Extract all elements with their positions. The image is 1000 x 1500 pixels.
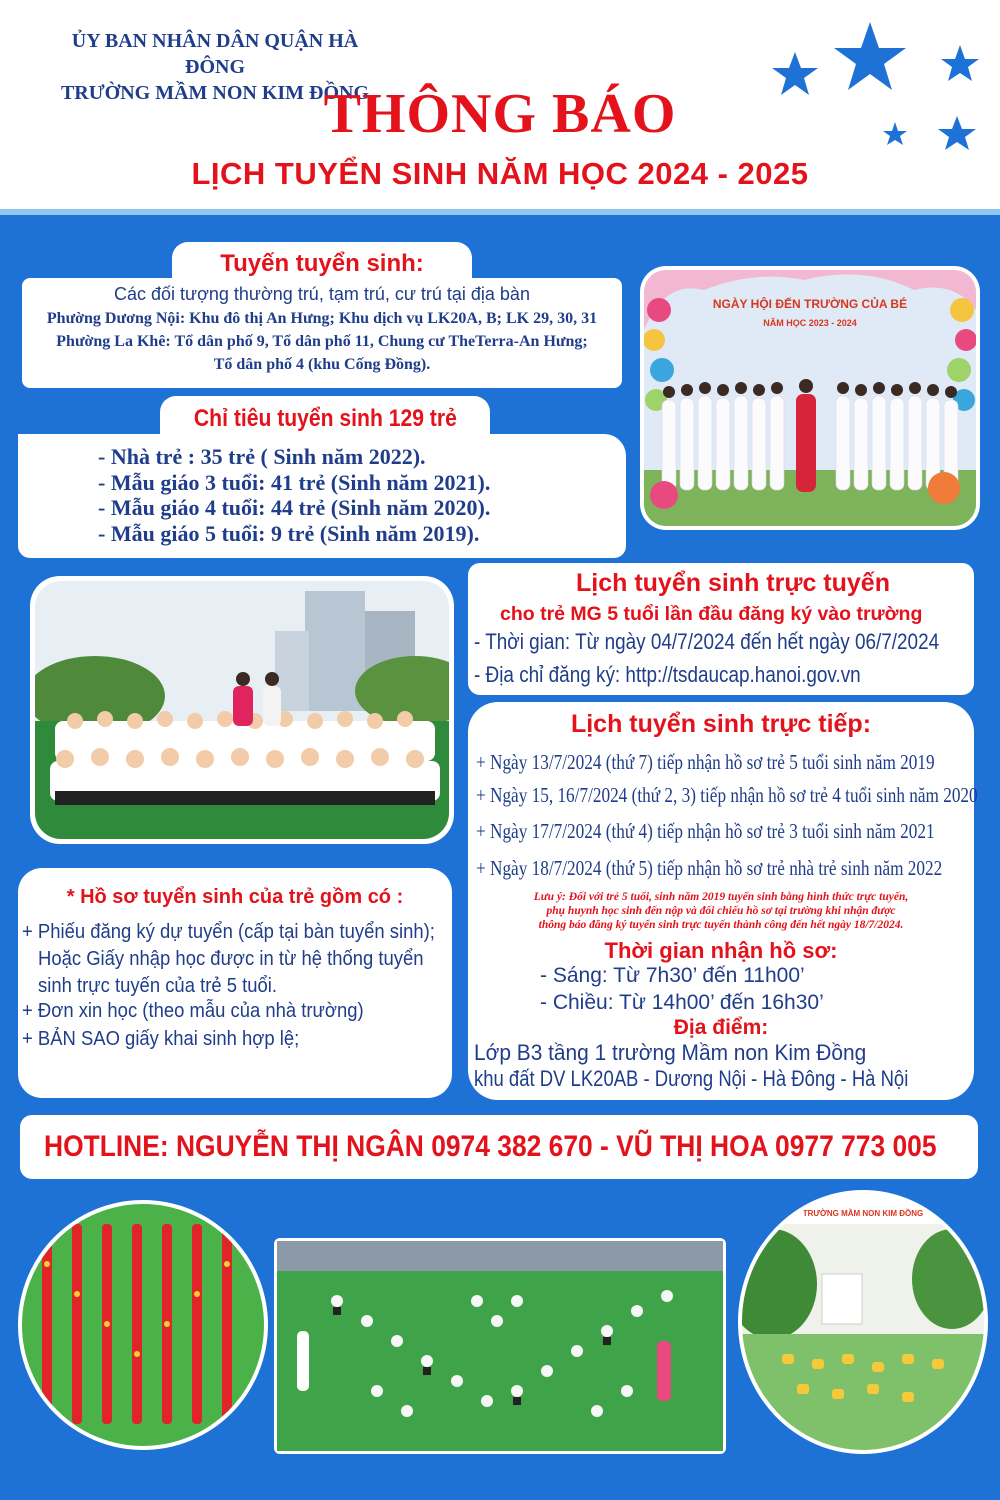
direct-item: + Ngày 17/7/2024 (thứ 4) tiếp nhận hồ sơ trẻ 3 tuổi sinh năm 2021 — [476, 819, 935, 843]
star-icon — [883, 122, 907, 145]
children-group-photo — [30, 576, 454, 844]
direct-item: + Ngày 18/7/2024 (thứ 5) tiếp nhận hồ sơ trẻ nhà trẻ sinh năm 2022 — [476, 856, 943, 880]
quota-item: - Nhà trẻ : 35 trẻ ( Sinh năm 2022). — [98, 444, 426, 469]
teachers-photo — [640, 266, 980, 530]
direct-registration-panel — [468, 702, 978, 1100]
page-subtitle: LỊCH TUYỂN SINH NĂM HỌC 2024 - 2025 — [191, 156, 809, 191]
header — [0, 0, 1000, 215]
documents-heading: * Hồ sơ tuyển sinh của trẻ gồm có : — [66, 886, 404, 908]
hotline-bar — [20, 1115, 978, 1179]
online-time: - Thời gian: Từ ngày 04/7/2024 đến hết ngày 06/7/2024 — [474, 629, 940, 654]
star-icon — [941, 45, 979, 81]
documents-line-1: + Phiếu đăng ký dự tuyển (cấp tại bàn tuyển sinh); — [22, 920, 435, 943]
direct-heading: Lịch tuyển sinh trực tiếp: — [570, 710, 872, 738]
hours-heading: Thời gian nhận hồ sơ: — [604, 938, 838, 963]
documents-line-3: sinh trực tuyến của trẻ 5 tuổi. — [38, 974, 278, 997]
online-subheading: cho trẻ MG 5 tuổi lần đầu đăng ký vào trường — [500, 603, 923, 625]
star-icon — [834, 22, 906, 90]
stars-decoration — [760, 10, 990, 160]
quota-item: - Mẫu giáo 5 tuổi: 9 trẻ (Sinh năm 2019). — [98, 520, 480, 546]
online-registration-panel — [468, 563, 974, 695]
direct-item: + Ngày 13/7/2024 (thứ 7) tiếp nhận hồ sơ trẻ 5 tuổi sinh năm 2019 — [476, 750, 935, 774]
quota-heading-tab — [160, 396, 490, 438]
area-line-1: Các đối tượng thường trú, tạm trú, cư trú tại địa bàn — [114, 284, 530, 304]
area-line-3: Phường La Khê: Tổ dân phố 9, Tổ dân phố 11, Chung cư TheTerra-An Hưng; — [56, 333, 588, 350]
documents-panel — [18, 868, 452, 1098]
direct-item: + Ngày 15, 16/7/2024 (thứ 2, 3) tiếp nhận hồ sơ trẻ 4 tuổi sinh năm 2020 — [476, 783, 978, 807]
page-title: THÔNG BÁO — [323, 83, 677, 145]
note-line-2: phụ huynh học sinh đến nộp và đối chiếu hồ sơ tại trường khi nhận được — [546, 905, 896, 917]
online-heading: Lịch tuyển sinh trực tuyến — [576, 569, 890, 597]
place-line-1: Lớp B3 tầng 1 trường Mầm non Kim Đồng — [474, 1040, 867, 1065]
area-heading-tab — [172, 242, 472, 282]
area-heading: Tuyến tuyển sinh: — [220, 250, 424, 277]
schoolyard-photo — [738, 1190, 988, 1454]
quota-item: - Mẫu giáo 3 tuổi: 41 trẻ (Sinh năm 2021). — [98, 469, 491, 495]
formation-photo — [18, 1200, 268, 1450]
direct-note — [478, 890, 964, 932]
org-line-2: TRƯỜNG MẦM NON KIM ĐỒNG — [60, 82, 370, 104]
place-line-2: khu đất DV LK20AB - Dương Nội - Hà Đông - Hà Nội — [474, 1066, 909, 1091]
quota-panel — [18, 434, 626, 558]
quota-item: - Mẫu giáo 4 tuổi: 44 trẻ (Sinh năm 2020). — [98, 495, 491, 520]
place-heading: Địa điểm: — [673, 1016, 769, 1039]
area-panel — [22, 278, 622, 388]
quota-heading: Chỉ tiêu tuyển sinh 129 trẻ — [193, 405, 457, 432]
hotline-text: HOTLINE: NGUYỄN THỊ NGÂN 0974 382 670 - VŨ THỊ HOA 0977 773 005 — [44, 1130, 937, 1163]
area-line-4: Tổ dân phố 4 (khu Cống Đồng). — [213, 356, 431, 373]
banner-line-1: NGÀY HỘI ĐẾN TRƯỜNG CỦA BÉ — [712, 297, 908, 311]
org-line-1: ỦY BAN NHÂN DÂN QUẬN HÀ ĐÔNG — [71, 30, 359, 78]
documents-line-2: Hoặc Giấy nhập học được in từ hệ thống tuyển — [38, 947, 424, 970]
banner-line-2: NĂM HỌC 2023 - 2024 — [763, 318, 857, 328]
hours-morning: - Sáng: Từ 7h30’ đến 11h00’ — [540, 964, 805, 987]
documents-line-4: + Đơn xin học (theo mẫu của nhà trường) — [22, 999, 364, 1022]
documents-line-5: + BẢN SAO giấy khai sinh hợp lệ; — [22, 1027, 300, 1050]
star-icon — [938, 116, 976, 150]
note-line-1: Lưu ý: Đối với trẻ 5 tuổi, sinh năm 2019 tuyển sinh bằng hình thức trực tuyến, — [533, 891, 909, 903]
area-line-2: Phường Dương Nội: Khu đô thị An Hưng; Khu dịch vụ LK20A, B; LK 29, 30, 31 — [46, 310, 598, 327]
note-line-3: thông báo đăng ký tuyển sinh trực tuyến thành công đến hết ngày 18/7/2024. — [538, 919, 904, 931]
dance-photo — [274, 1238, 726, 1454]
school-sign: TRƯỜNG MẦM NON KIM ĐỒNG — [802, 1209, 924, 1218]
hours-afternoon: - Chiều: Từ 14h00’ đến 16h30’ — [540, 991, 824, 1014]
online-address: - Địa chỉ đăng ký: http://tsdaucap.hanoi.gov.vn — [474, 662, 861, 687]
star-icon — [772, 52, 818, 95]
